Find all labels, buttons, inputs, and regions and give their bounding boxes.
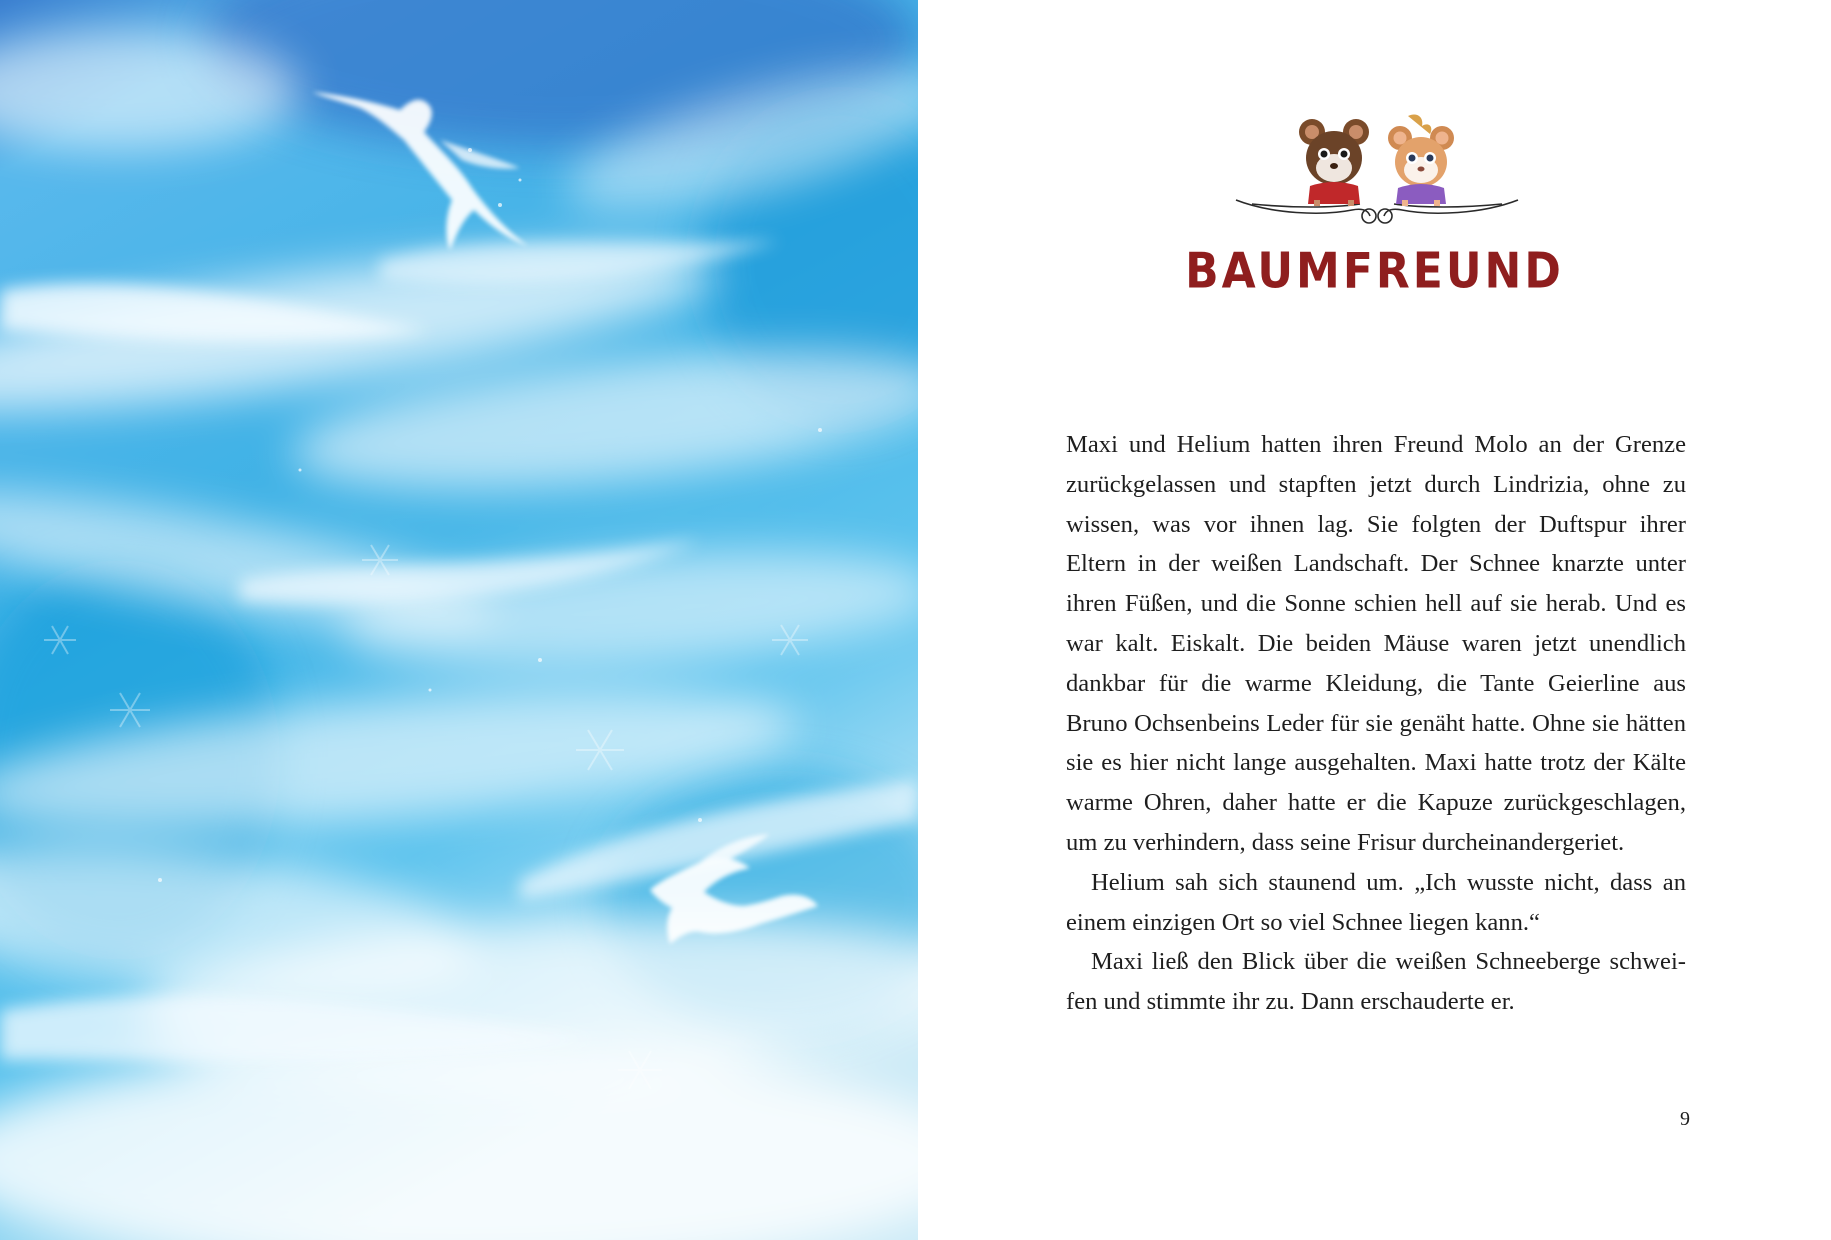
text-page xyxy=(918,0,1831,1240)
paragraph: Maxi ließ den Blick über die weißen Schneeberge schweifen und stimmte ihr zu. Dann erschauderte er. xyxy=(1066,948,1686,1016)
paragraph: Maxi und Helium hatten ihren Freund Molo an der Grenze zurückgelassen und stapften jetzt durch Lindrizia, ohne zu wissen, was vor ihnen lag. Sie folgten der Duftspur ihrer Eltern in der weißen Landschaft. Der Schnee knarzte unter ihren Füßen, und die Sonne schien hell auf sie herab. Und es war kalt. Eiskalt. Die beiden Mäuse waren jetzt unendlich dankbar für die warme Kleidung, die Tante Geierline aus Bruno Ochsenbeins Leder für sie genäht hatte. Ohne sie hätten sie es hier nicht lange ausgehalten. Maxi hatte trotz der Kälte warme Ohren, daher hatte er die Kapuze zurückgeschlagen, um zu verhindern, dass seine Frisur durcheinandergeriet. xyxy=(1066,431,1686,856)
page-number: 9 xyxy=(1680,1108,1690,1130)
body-text xyxy=(1066,425,1686,1022)
paragraph: Helium sah sich staunend um. „Ich wusste nicht, dass an einem einzigen Ort so viel Schnee liegen kann.“ xyxy=(1066,868,1686,936)
two-mice-mascots-ornament-icon xyxy=(1232,112,1522,228)
chapter-title: BAUMFREUND xyxy=(1185,242,1564,301)
